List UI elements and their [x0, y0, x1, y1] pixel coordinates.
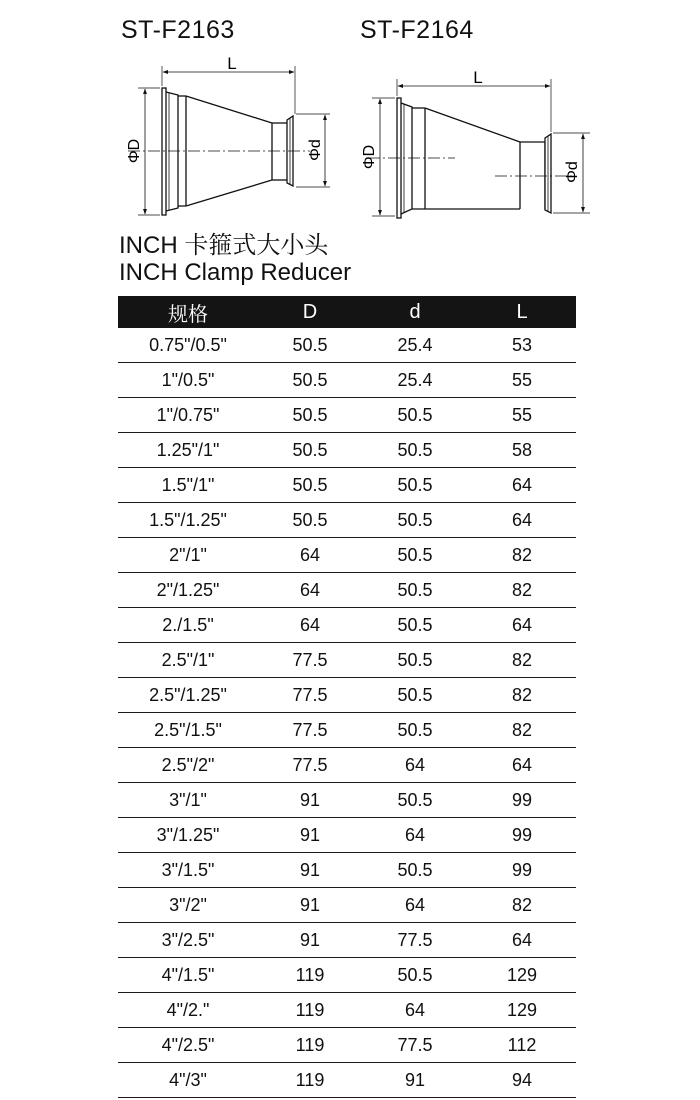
- cell-d: 50.5: [362, 783, 468, 818]
- table-row: [118, 608, 576, 643]
- cell-D: 50.5: [258, 433, 362, 468]
- cell-D: 91: [258, 853, 362, 888]
- cell-D: 50.5: [258, 468, 362, 503]
- cell-spec: 4"/2.5": [118, 1028, 258, 1063]
- cell-d: 64: [362, 993, 468, 1028]
- header-D: D: [258, 296, 362, 328]
- cell-spec: 3"/1.5": [118, 853, 258, 888]
- table-row: [118, 923, 576, 958]
- dim-label-D-1: ΦD: [126, 138, 143, 164]
- cell-L: 53: [468, 328, 576, 363]
- cell-D: 50.5: [258, 328, 362, 363]
- cell-d: 50.5: [362, 433, 468, 468]
- cell-spec: 1.25"/1": [118, 433, 258, 468]
- cell-d: 64: [362, 748, 468, 783]
- cell-L: 129: [468, 958, 576, 993]
- dim-label-d-1: Φd: [307, 139, 324, 161]
- cell-D: 119: [258, 1063, 362, 1098]
- cell-L: 64: [468, 608, 576, 643]
- cell-spec: 3"/1": [118, 783, 258, 818]
- cell-L: 129: [468, 993, 576, 1028]
- cell-D: 64: [258, 573, 362, 608]
- table-row: [118, 398, 576, 433]
- cell-d: 50.5: [362, 643, 468, 678]
- cell-d: 77.5: [362, 923, 468, 958]
- table-row: [118, 643, 576, 678]
- cell-L: 99: [468, 818, 576, 853]
- cell-L: 82: [468, 888, 576, 923]
- table-row: [118, 678, 576, 713]
- cell-spec: 3"/1.25": [118, 818, 258, 853]
- cell-L: 55: [468, 398, 576, 433]
- cell-spec: 2.5"/1": [118, 643, 258, 678]
- cell-D: 77.5: [258, 678, 362, 713]
- cell-d: 64: [362, 818, 468, 853]
- technical-drawings: [0, 0, 700, 230]
- cell-spec: 3"/2": [118, 888, 258, 923]
- dim-label-d-2: Φd: [564, 161, 581, 183]
- drawing-st-f2163: [128, 66, 330, 215]
- table-row: [118, 573, 576, 608]
- cell-d: 50.5: [362, 958, 468, 993]
- cell-L: 94: [468, 1063, 576, 1098]
- cell-D: 77.5: [258, 713, 362, 748]
- cell-L: 82: [468, 678, 576, 713]
- cell-D: 91: [258, 783, 362, 818]
- table-row: [118, 888, 576, 923]
- table-row: [118, 503, 576, 538]
- cell-d: 50.5: [362, 573, 468, 608]
- cell-D: 91: [258, 818, 362, 853]
- cell-d: 91: [362, 1063, 468, 1098]
- drawing-st-f2164: [368, 79, 590, 218]
- header-L: L: [468, 296, 576, 328]
- table-row: [118, 713, 576, 748]
- cell-spec: 2"/1.25": [118, 573, 258, 608]
- cell-L: 99: [468, 853, 576, 888]
- cell-L: 64: [468, 923, 576, 958]
- cell-D: 50.5: [258, 503, 362, 538]
- cell-spec: 2"/1": [118, 538, 258, 573]
- cell-spec: 2./1.5": [118, 608, 258, 643]
- cell-d: 50.5: [362, 503, 468, 538]
- table-row: [118, 818, 576, 853]
- cell-L: 64: [468, 748, 576, 783]
- cell-d: 50.5: [362, 678, 468, 713]
- cell-D: 77.5: [258, 748, 362, 783]
- table-row: [118, 783, 576, 818]
- title-chinese: INCH 卡箍式大小头: [119, 232, 329, 259]
- cell-D: 91: [258, 888, 362, 923]
- table-row: [118, 1028, 576, 1063]
- cell-L: 82: [468, 538, 576, 573]
- cell-d: 50.5: [362, 538, 468, 573]
- cell-L: 82: [468, 573, 576, 608]
- cell-D: 91: [258, 923, 362, 958]
- cell-D: 119: [258, 1028, 362, 1063]
- cell-D: 50.5: [258, 363, 362, 398]
- cell-D: 64: [258, 608, 362, 643]
- table-row: [118, 468, 576, 503]
- cell-d: 25.4: [362, 328, 468, 363]
- cell-d: 50.5: [362, 853, 468, 888]
- cell-d: 50.5: [362, 608, 468, 643]
- cell-spec: 4"/3": [118, 1063, 258, 1098]
- table-header-row: [118, 296, 576, 328]
- table-row: [118, 958, 576, 993]
- dim-label-D-2: ΦD: [361, 144, 378, 170]
- cell-spec: 1.5"/1.25": [118, 503, 258, 538]
- cell-d: 64: [362, 888, 468, 923]
- cell-L: 55: [468, 363, 576, 398]
- table-row: [118, 748, 576, 783]
- table-row: [118, 433, 576, 468]
- cell-D: 77.5: [258, 643, 362, 678]
- header-spec: 规格: [118, 296, 258, 328]
- cell-D: 119: [258, 993, 362, 1028]
- cell-d: 77.5: [362, 1028, 468, 1063]
- title-english: INCH Clamp Reducer: [119, 259, 352, 286]
- cell-d: 25.4: [362, 363, 468, 398]
- table-row: [118, 328, 576, 363]
- header-d: d: [362, 296, 468, 328]
- cell-spec: 1"/0.5": [118, 363, 258, 398]
- cell-d: 50.5: [362, 398, 468, 433]
- dim-label-L-2: L: [473, 68, 483, 87]
- cell-spec: 2.5"/1.25": [118, 678, 258, 713]
- cell-spec: 3"/2.5": [118, 923, 258, 958]
- model-code-st-f2164: ST-F2164: [360, 16, 474, 44]
- cell-L: 99: [468, 783, 576, 818]
- cell-spec: 2.5"/2": [118, 748, 258, 783]
- cell-d: 50.5: [362, 468, 468, 503]
- cell-spec: 1"/0.75": [118, 398, 258, 433]
- table-row: [118, 853, 576, 888]
- table-row: [118, 1063, 576, 1098]
- cell-spec: 0.75"/0.5": [118, 328, 258, 363]
- cell-D: 119: [258, 958, 362, 993]
- dim-label-L-1: L: [227, 54, 237, 73]
- model-code-st-f2163: ST-F2163: [121, 16, 235, 44]
- cell-L: 64: [468, 468, 576, 503]
- cell-D: 64: [258, 538, 362, 573]
- cell-d: 50.5: [362, 713, 468, 748]
- cell-D: 50.5: [258, 398, 362, 433]
- table-row: [118, 993, 576, 1028]
- cell-spec: 4"/2.": [118, 993, 258, 1028]
- cell-spec: 4"/1.5": [118, 958, 258, 993]
- cell-L: 82: [468, 643, 576, 678]
- spec-table: [118, 296, 576, 1098]
- table-row: [118, 363, 576, 398]
- cell-L: 64: [468, 503, 576, 538]
- cell-spec: 1.5"/1": [118, 468, 258, 503]
- cell-L: 112: [468, 1028, 576, 1063]
- cell-L: 58: [468, 433, 576, 468]
- cell-L: 82: [468, 713, 576, 748]
- cell-spec: 2.5"/1.5": [118, 713, 258, 748]
- table-row: [118, 538, 576, 573]
